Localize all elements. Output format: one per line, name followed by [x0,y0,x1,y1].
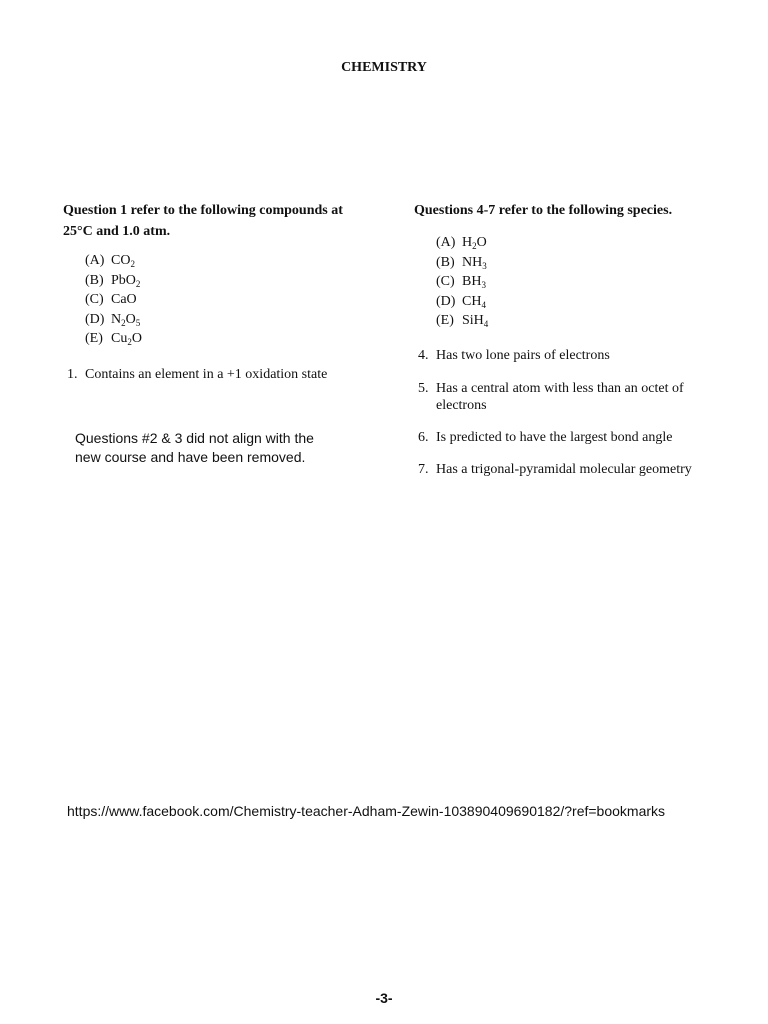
questions-4-7-header: Questions 4-7 refer to the following species. [414,203,673,218]
page-title: CHEMISTRY [341,60,427,75]
removed-questions-note [75,429,314,467]
species-option-e: (E) SiH$_4$ [436,313,489,329]
option-d: (D) $N_2O_5$ [85,311,141,328]
question-1: 1. Contains an element in a +1 oxidation state [67,367,328,382]
question-6: 6. Is predicted to have the largest bond angle [418,430,673,445]
page-number: -3- [375,990,393,1006]
note-line-1: Questions #2 & 3 did not align with the [75,430,314,446]
species-option-d: (D) $CH_4$ [436,293,486,310]
option-a: (A) $CO_2$ [85,253,135,269]
question-1-header-line-1: Question 1 refer to the following compounds at [63,203,343,218]
note-line-2: new course and have been removed. [75,449,306,465]
option-b: (B) PbO$_2$ [85,272,141,289]
question-7: 7. Has a trigonal-pyramidal molecular geometry [418,462,692,477]
species-option-a: (A) $H_2O$ [436,235,487,251]
species-options [436,233,488,331]
species-option-b: (B) $NH_3$ [436,254,487,271]
question-4: 4. Has two lone pairs of electrons [418,348,610,363]
compound-options [85,251,142,349]
facebook-link[interactable]: https://www.facebook.com/Chemistry-teacher-Adham-Zewin-103890409690182/?ref=bookmarks [67,803,666,819]
species-option-c: (C) $BH_3$ [436,274,486,290]
option-c: (C) CaO [85,292,137,307]
question-1-header-line-2: 25°C and 1.0 atm. [63,224,171,239]
option-e: (E) $Cu_2O$ [85,331,142,347]
question-5: 5. Has a central atom with less than an octet of electrons [418,381,684,413]
question-1-header [63,200,343,242]
